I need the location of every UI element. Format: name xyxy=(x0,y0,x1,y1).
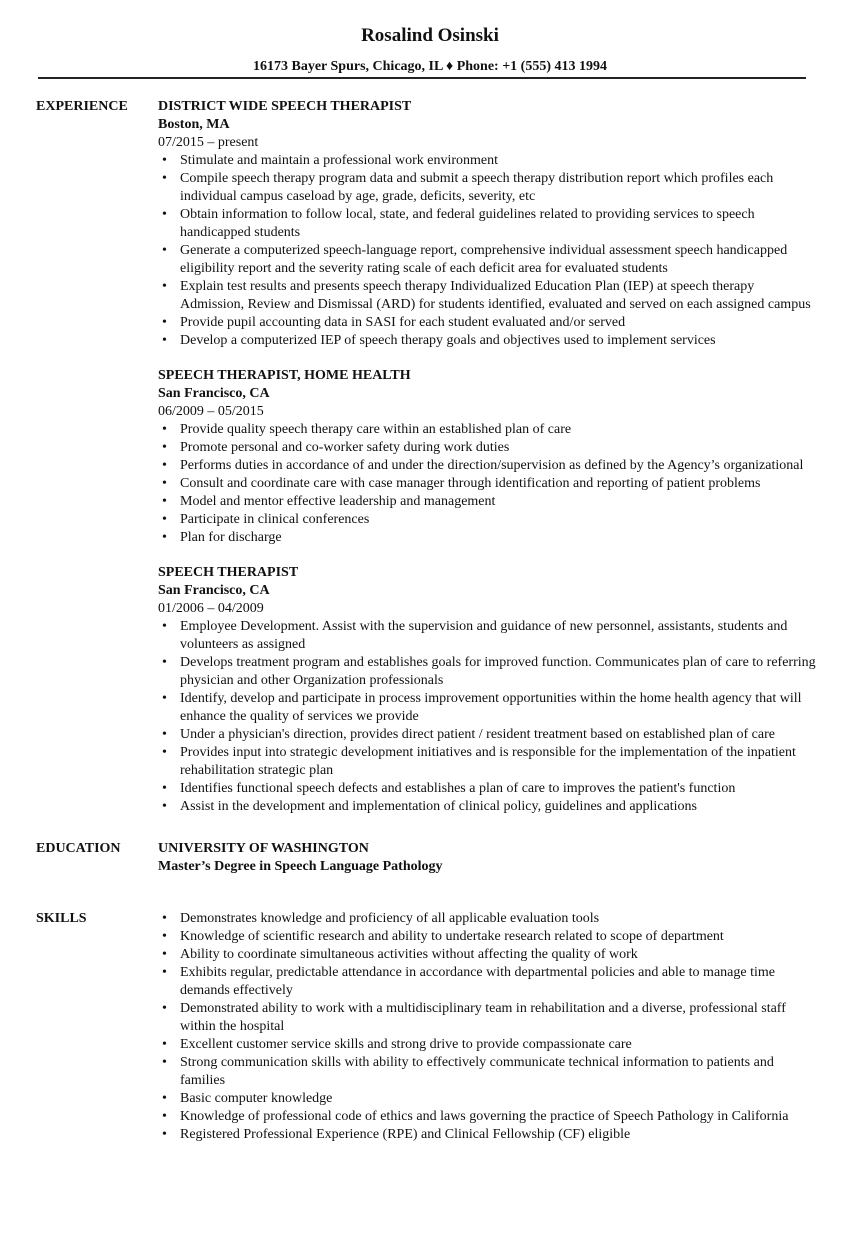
bullet-icon: • xyxy=(162,171,167,186)
list-item xyxy=(158,511,818,529)
bullet-text: Demonstrates knowledge and proficiency of all applicable evaluation tools xyxy=(180,911,600,926)
bullet-icon: • xyxy=(162,691,167,706)
resume-body xyxy=(0,98,860,1156)
list-item xyxy=(158,1126,818,1144)
school-name: UNIVERSITY OF WASHINGTON xyxy=(158,841,369,856)
job-dates: 06/2009 – 05/2015 xyxy=(158,404,264,419)
contact-line: 16173 Bayer Spurs, Chicago, IL ♦ Phone: +1 (555) 413 1994 xyxy=(253,59,607,74)
bullet-icon: • xyxy=(162,965,167,980)
bullet-text: Promote personal and co-worker safety during work duties xyxy=(180,440,510,455)
bullet-icon: • xyxy=(162,422,167,437)
experience-section xyxy=(0,98,860,816)
bullet-icon: • xyxy=(162,1055,167,1070)
header-divider xyxy=(38,77,806,79)
bullet-icon: • xyxy=(162,745,167,760)
section-label-experience: EXPERIENCE xyxy=(36,99,128,114)
bullet-icon: • xyxy=(162,1001,167,1016)
bullet-text: Knowledge of professional code of ethics and laws governing the practice of Speech Pathology in California xyxy=(180,1109,789,1124)
bullet-icon: • xyxy=(162,530,167,545)
bullet-text: Knowledge of scientific research and ability to undertake research related to scope of department xyxy=(180,929,724,944)
list-item xyxy=(158,206,818,242)
list-item xyxy=(158,152,818,170)
job-title: SPEECH THERAPIST, HOME HEALTH xyxy=(158,368,411,383)
bullet-icon: • xyxy=(162,207,167,222)
bullet-icon: • xyxy=(162,727,167,742)
bullet-text: Employee Development. Assist with the supervision and guidance of new personnel, assistants, students and volunteers as assigned xyxy=(180,619,788,652)
bullet-icon: • xyxy=(162,947,167,962)
list-item xyxy=(158,529,818,547)
bullet-icon: • xyxy=(162,929,167,944)
bullet-icon: • xyxy=(162,333,167,348)
bullet-icon: • xyxy=(162,153,167,168)
bullet-text: Basic computer knowledge xyxy=(180,1091,333,1106)
list-item xyxy=(158,421,818,439)
bullet-icon: • xyxy=(162,315,167,330)
bullet-text: Excellent customer service skills and strong drive to provide compassionate care xyxy=(180,1037,632,1052)
list-item xyxy=(158,910,818,928)
bullet-icon: • xyxy=(162,476,167,491)
list-item xyxy=(158,242,818,278)
bullet-text: Provides input into strategic development initiatives and is responsible for the implementation of the inpatient rehabilitation strategic plan xyxy=(180,745,796,778)
list-item xyxy=(158,493,818,511)
bullet-text: Provide quality speech therapy care within an established plan of care xyxy=(180,422,572,437)
bullet-icon: • xyxy=(162,243,167,258)
bullet-text: Explain test results and presents speech therapy Individualized Education Plan (IEP) at speech therapy Admission, Review and Dismissal (ARD) for students identified, evaluated and served on each assigned campus xyxy=(180,279,811,312)
list-item xyxy=(158,475,818,493)
job-entry xyxy=(158,367,818,547)
education-entry xyxy=(158,840,818,876)
job-title: SPEECH THERAPIST xyxy=(158,565,299,580)
list-item xyxy=(158,1054,818,1090)
bullet-icon: • xyxy=(162,781,167,796)
job-entry xyxy=(158,564,818,816)
bullet-text: Consult and coordinate care with case manager through identification and reporting of patient problems xyxy=(180,476,761,491)
bullet-text: Generate a computerized speech-language report, comprehensive individual assessment speech handicapped eligibility report and the severity rating scale of each deficit area for evaluated students xyxy=(180,243,788,276)
list-item xyxy=(158,690,818,726)
bullet-text: Participate in clinical conferences xyxy=(180,512,370,527)
bullet-text: Develop a computerized IEP of speech therapy goals and objectives used to implement services xyxy=(180,333,716,348)
bullet-icon: • xyxy=(162,458,167,473)
list-item xyxy=(158,928,818,946)
job-location: San Francisco, CA xyxy=(158,386,270,401)
job-bullets xyxy=(158,152,818,350)
bullet-icon: • xyxy=(162,440,167,455)
list-item xyxy=(158,946,818,964)
bullet-icon: • xyxy=(162,494,167,509)
bullet-text: Demonstrated ability to work with a multidisciplinary team in rehabilitation and a diverse, professional staff within the hospital xyxy=(180,1001,786,1034)
list-item xyxy=(158,439,818,457)
bullet-text: Model and mentor effective leadership and management xyxy=(180,494,496,509)
bullet-text: Performs duties in accordance of and under the direction/supervision as defined by the Agency’s organizational xyxy=(180,458,804,473)
bullet-text: Ability to coordinate simultaneous activities without affecting the quality of work xyxy=(180,947,638,962)
bullet-text: Exhibits regular, predictable attendance in accordance with departmental policies and able to manage time demands effectively xyxy=(180,965,775,998)
job-title: DISTRICT WIDE SPEECH THERAPIST xyxy=(158,99,412,114)
bullet-icon: • xyxy=(162,1127,167,1142)
list-item xyxy=(158,798,818,816)
job-bullets xyxy=(158,618,818,816)
bullet-icon: • xyxy=(162,799,167,814)
bullet-icon: • xyxy=(162,512,167,527)
degree-name: Master’s Degree in Speech Language Pathology xyxy=(158,859,443,874)
bullet-icon: • xyxy=(162,1037,167,1052)
bullet-icon: • xyxy=(162,619,167,634)
skill-bullets xyxy=(158,910,818,1144)
bullet-icon: • xyxy=(162,279,167,294)
list-item xyxy=(158,964,818,1000)
list-item xyxy=(158,1000,818,1036)
list-item xyxy=(158,780,818,798)
bullet-text: Registered Professional Experience (RPE) and Clinical Fellowship (CF) eligible xyxy=(180,1127,631,1142)
bullet-text: Compile speech therapy program data and submit a speech therapy distribution report which profiles each individual campus caseload by age, grade, deficits, severity, etc xyxy=(180,171,774,204)
list-item xyxy=(158,278,818,314)
list-item xyxy=(158,1108,818,1126)
job-location: San Francisco, CA xyxy=(158,583,270,598)
bullet-icon: • xyxy=(162,1109,167,1124)
experience-list xyxy=(158,98,818,816)
list-item xyxy=(158,332,818,350)
bullet-text: Under a physician's direction, provides direct patient / resident treatment based on established plan of care xyxy=(180,727,775,742)
job-bullets xyxy=(158,421,818,547)
list-item xyxy=(158,314,818,332)
bullet-text: Strong communication skills with ability to effectively communicate technical information to patients and families xyxy=(180,1055,774,1088)
bullet-text: Provide pupil accounting data in SASI for each student evaluated and/or served xyxy=(180,315,626,330)
list-item xyxy=(158,618,818,654)
bullet-text: Stimulate and maintain a professional work environment xyxy=(180,153,499,168)
bullet-text: Plan for discharge xyxy=(180,530,282,545)
list-item xyxy=(158,1090,818,1108)
list-item xyxy=(158,457,818,475)
job-dates: 07/2015 – present xyxy=(158,135,259,150)
job-entry xyxy=(158,98,818,350)
bullet-icon: • xyxy=(162,1091,167,1106)
job-dates: 01/2006 – 04/2009 xyxy=(158,601,264,616)
skills-section xyxy=(0,910,860,1144)
section-label-skills: SKILLS xyxy=(36,911,87,926)
list-item xyxy=(158,170,818,206)
bullet-text: Develops treatment program and establishes goals for improved function. Communicates plan of care to referring physician and other Organization professionals xyxy=(180,655,816,688)
list-item xyxy=(158,1036,818,1054)
education-section xyxy=(0,834,860,876)
resume-name: Rosalind Osinski xyxy=(361,25,499,46)
skills-list xyxy=(158,910,818,1144)
bullet-text: Identify, develop and participate in process improvement opportunities within the home health agency that will enhance the quality of services we provide xyxy=(180,691,802,724)
bullet-icon: • xyxy=(162,655,167,670)
bullet-text: Assist in the development and implementation of clinical policy, guidelines and applications xyxy=(180,799,697,814)
bullet-icon: • xyxy=(162,911,167,926)
list-item xyxy=(158,726,818,744)
bullet-text: Identifies functional speech defects and establishes a plan of care to improves the patient's function xyxy=(180,781,736,796)
section-label-education: EDUCATION xyxy=(36,841,121,856)
bullet-text: Obtain information to follow local, state, and federal guidelines related to providing services to speech handicapped students xyxy=(180,207,755,240)
list-item xyxy=(158,744,818,780)
job-location: Boston, MA xyxy=(158,117,230,132)
list-item xyxy=(158,654,818,690)
